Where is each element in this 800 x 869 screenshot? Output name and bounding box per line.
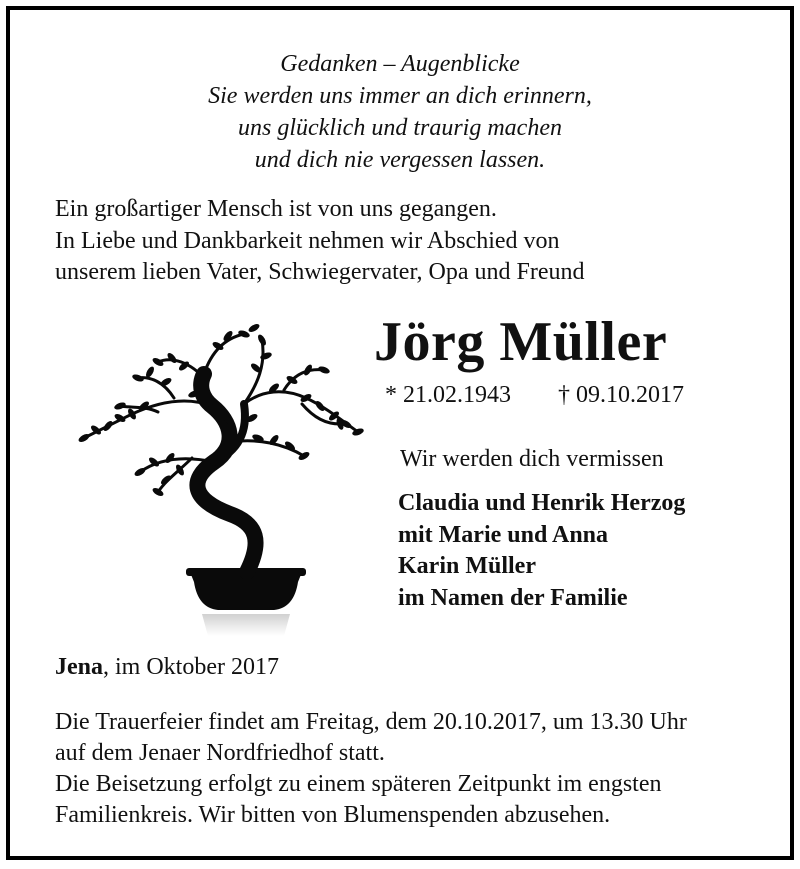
deceased-name: Jörg Müller: [374, 311, 668, 373]
place-date-line: [55, 652, 279, 682]
poem-line: und dich nie vergessen lassen.: [254, 147, 546, 173]
poem-line: Sie werden uns immer an dich erinnern,: [208, 83, 592, 109]
mourner-line: im Namen der Familie: [398, 584, 628, 611]
poem-line: Gedanken – Augenblicke: [280, 51, 520, 77]
funeral-notice: [55, 707, 687, 831]
mourners-heading: Wir werden dich vermissen: [400, 446, 664, 472]
poem-line: uns glücklich und traurig machen: [238, 115, 562, 141]
mourner-line: Claudia und Henrik Herzog: [398, 490, 686, 516]
notice-line: Die Beisetzung erfolgt zu einem späteren Zeitpunkt im engsten: [55, 771, 662, 797]
place-city: Jena: [55, 654, 103, 680]
intro-line: In Liebe und Dankbarkeit nehmen wir Abschied von: [55, 227, 560, 254]
bonsai-tree-icon: [62, 310, 368, 640]
intro-line: unserem lieben Vater, Schwiegervater, Opa und Freund: [55, 259, 585, 285]
poem: [10, 48, 790, 176]
intro-line: Ein großartiger Mensch ist von uns gegangen.: [55, 196, 497, 222]
obituary-frame: [6, 6, 794, 860]
notice-line: Familienkreis. Wir bitten von Blumenspenden abzusehen.: [55, 802, 611, 828]
place-date: , im Oktober 2017: [103, 654, 279, 680]
death-date: † 09.10.2017: [558, 382, 684, 408]
mourner-line: mit Marie und Anna: [398, 521, 609, 548]
intro-text: [55, 194, 584, 289]
mourner-line: Karin Müller: [398, 553, 536, 579]
notice-line: auf dem Jenaer Nordfriedhof statt.: [55, 740, 385, 766]
birth-date: * 21.02.1943: [385, 382, 511, 408]
mourners-list: [398, 488, 685, 614]
notice-line: Die Trauerfeier findet am Freitag, dem 20.10.2017, um 13.30 Uhr: [55, 709, 687, 735]
